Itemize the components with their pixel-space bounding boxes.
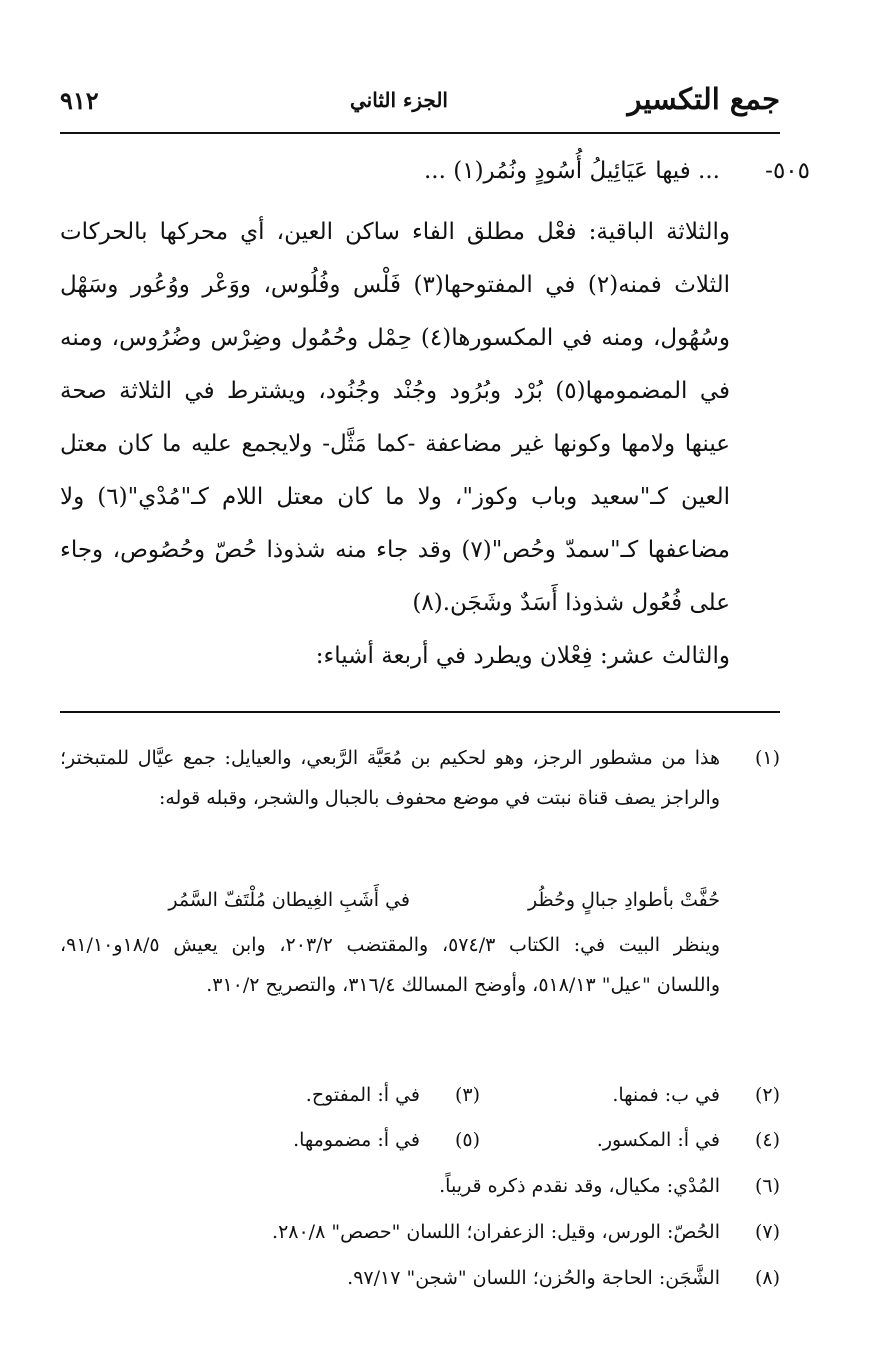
footnote-rule bbox=[60, 711, 780, 713]
header-rule bbox=[60, 132, 780, 134]
page-number: ٩١٢ bbox=[60, 86, 99, 115]
footnote-number: (٤) bbox=[754, 1129, 780, 1151]
footnote-number: (٧) bbox=[754, 1221, 780, 1243]
footnote-number: (١) bbox=[754, 747, 780, 769]
footnote-text: الحُصّ: الورس، وقيل: الزعفران؛ اللسان "حصص" ٢٨٠/٨. bbox=[272, 1221, 720, 1243]
footnote-number: (٨) bbox=[754, 1267, 780, 1289]
verse-hemistich: في أَشَبِ الغِيطان مُلْتَفّ السَّمُر bbox=[168, 889, 410, 911]
footnote-number: (٦) bbox=[754, 1175, 780, 1197]
chapter-title: جمع التكسير bbox=[627, 82, 780, 116]
footnote-1 bbox=[60, 738, 780, 818]
footnote-number: (٢) bbox=[754, 1084, 780, 1106]
verse-text: ... فيها عَيَائِيلُ أُسُودٍ ونُمُر(١) ... bbox=[424, 158, 720, 184]
footnote-text: في أ: مضمومها. bbox=[293, 1129, 420, 1151]
paragraph: والثلاثة الباقية: فعْل مطلق الفاء ساكن العين، أي محركها بالحركات الثلاث فمنه(٢) في المفتوحها(٣) فَلْس وفُلُوس، ووَعْر ووُعُور وسَهْل وسُهُول، ومنه في المكسورها(٤) حِمْل وحُمُول وضِرْس وضُرُوس، ومنه في المضمومها(٥) بُرْد وبُرُود وجُنْد وجُنُود، ويشترط في الثلاثة صحة عينها ولامها وكونها غير مضاعفة -كما مَثَّل- ولايجمع عليه ما كان معتل العين كـ"سعيد وباب وكوز"، ولا ما كان معتل اللام كـ"مُدْي"(٦) ولا مضاعفها كـ"سمدّ وحُص"(٧) وقد جاء منه شذوذا حُصّ وحُصُوص، وجاء على فُعُول شذوذا أَسَدٌ وشَجَن.(٨) bbox=[60, 219, 731, 616]
part-label: الجزء الثاني bbox=[350, 88, 448, 112]
footnote-text: المُدْي: مكيال، وقد نقدم ذكره قريباً. bbox=[439, 1175, 720, 1197]
footnote-1-refs bbox=[60, 925, 780, 1005]
main-text bbox=[60, 206, 780, 683]
footnote-text: هذا من مشطور الرجز، وهو لحكيم بن مُعَيَّة الرَّبعي، والعيايل: جمع عيَّال للمتبختر؛ والراجز يصف قناة نبتت في موضع محفوف بالجبال والشجر، وقبله قوله: bbox=[60, 747, 720, 809]
footnote-text: وينظر البيت في: الكتاب ٥٧٤/٣، والمقتضب ٢٠٣/٢، وابن يعيش ١٨/٥و٩١/١٠، واللسان "عيل" ٥١٨/١٣، وأوضح المسالك ٣١٦/٤، والتصريح ٣١٠/٢. bbox=[60, 934, 721, 996]
footnote-number: (٥) bbox=[454, 1129, 480, 1151]
paragraph: والثالث عشر: فِعْلان ويطرد في أربعة أشياء: bbox=[315, 643, 730, 669]
running-header bbox=[60, 82, 780, 126]
verse-number: ٥٠٥- bbox=[765, 158, 810, 184]
footnote-number: (٣) bbox=[454, 1084, 480, 1106]
footnote-text: في أ: المفتوح. bbox=[305, 1084, 420, 1106]
footnote-text: في ب: فمنها. bbox=[612, 1084, 720, 1106]
footnote-text: الشَّجَن: الحاجة والحُزن؛ اللسان "شجن" ٩٧/١٧. bbox=[347, 1267, 720, 1289]
footnote-text: في أ: المكسور. bbox=[596, 1129, 720, 1151]
verse-hemistich: حُفَّتْ بأطوادِ جبالٍ وحُظُر bbox=[528, 889, 720, 911]
